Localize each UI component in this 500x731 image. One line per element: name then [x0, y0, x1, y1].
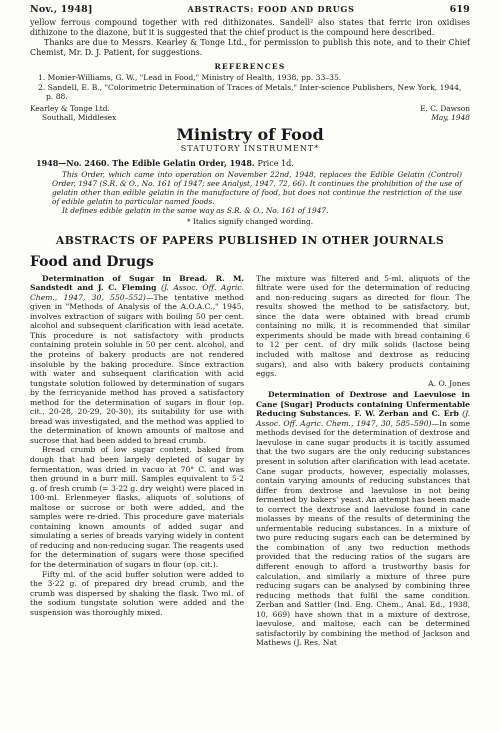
company-location: Southall, Middlesex [42, 113, 117, 123]
signature-block [30, 104, 470, 123]
abstract-1-paragraph-3: Fifty ml. of the acid buffer solution were added to the 3·22 g. of prepared dry bread crumb, and the crumb was dispersed by shaking the flask. Two ml. of the sodium tungstate solution were added and the suspension was thoroughly mixed. [30, 569, 244, 617]
header-date: Nov., 1948] [30, 4, 93, 15]
page-number: 619 [449, 4, 470, 15]
statutory-instrument-label: STATUTORY INSTRUMENT* [180, 143, 320, 153]
signature-right [420, 104, 470, 123]
abstract-2-paragraph [256, 390, 470, 648]
abstract-2-text: —In some methods devised for the determination of dextrose and laevulose in cane sugar products it is tacitly assumed that the two sugars are the only reducing substances present in solution after clarification with lead acetate. Cane sugar products, however, especially molasses, contain varying amounts of reducing substances that differ from dextrose and laevulose in not being fermented by bakers' yeast. An attempt has been made to correct the dextrose and laevulose found in cane molasses by means of the results of determining the unfermentable reducing substances. In a mixture of two pure reducing sugars each can be determined by the combination of any two reduction methods provided that the reducing ratios of the sugars are different enough to afford a trustworthy basis for calculation, and similarly a mixture of three pure reducing sugars can be analysed by combining three reducing methods that fulfil the same condition. Zerban and Sattler (Ind. Eng. Chem., Anal. Ed., 1938, 10, 669) have shown that in a mixture of dextrose, laevulose, and maltose, each can be determined satisfactorily by combining the method of Jackson and Mathews (J. Res. Nat [256, 418, 470, 648]
ministry-title: Ministry of Food [176, 124, 324, 144]
abstract-1-continuation: The mixture was filtered and 5-ml. aliquots of the filtrate were used for the determination of reducing and non-reducing sugars as directed for flour. The results showed the method to be satisfactory, but, since the data were obtained with bread crumb containing no milk, it is recommended that similar experiments should be made with bread containing 6 to 12 per cent. of dry milk solids (lactose being included with maltose and dextrose as reducing sugars), and also with bakery products containing eggs. [256, 273, 470, 379]
two-column-body [30, 274, 470, 648]
references-heading: REFERENCES [214, 62, 286, 71]
abstract-1-citation: (J. Assoc. Off. Agric. Chem., 1947, 30, 550–552) [30, 283, 244, 302]
order-definition: It defines edible gelatin in the same way as S.R. & O., No. 161 of 1947. [62, 206, 329, 216]
italics-note: * Italics signify changed wording. [186, 216, 314, 226]
abstract-1-title: Determination of Sugar in Bread. R. M. Sandstedt and J. C. Fleming [30, 273, 244, 293]
author-name: E. C. Dawson [420, 103, 470, 113]
order-heading [36, 158, 470, 168]
abstract-1-paragraph-1 [30, 274, 244, 446]
order-title: 1948—No. 2460. The Edible Gelatin Order, 1948. [36, 157, 255, 168]
intro-paragraph-1: yellow ferrous compound together with red dithizonates. Sandell² also states that ferric iron oxidises dithizone to the diazone, but it is suggested that the chief product is the compound here described. [30, 18, 470, 37]
order-price: Price 1d. [257, 158, 294, 168]
abstract-2-citation: (J. Assoc. Off. Agric. Chem., 1947, 30, 585–590) [256, 409, 470, 428]
reference-item-1: 1. Monier-Williams, G. W., "Lead in Food," Ministry of Health, 1938, pp. 33–35. [38, 73, 342, 82]
header-section: ABSTRACTS: FOOD AND DRUGS [187, 4, 355, 14]
section-heading: Food and Drugs [30, 253, 154, 270]
intro-paragraph-2: Thanks are due to Messrs. Kearley & Tonge Ltd., for permission to publish this note, and to their Chief Chemist, Mr. D. J. Patient, for suggestions. [30, 38, 470, 57]
right-column [256, 274, 470, 648]
reference-item-2: 2. Sandell, E. B., "Colorimetric Determination of Traces of Metals," Inter-science Publishers, New York, 1944, p. 88. [38, 82, 462, 102]
abstract-1-text-1: —The tentative method given in "Methods of Analysis of the A.O.A.C.," 1945, involves extraction of sugars with boiling 50 per cent. alcohol and subsequent clarification with lead acetate. This procedure is not satisfactory with products containing protein soluble in 50 per cent. alcohol, and the proteins of bakery products are not rendered insoluble by the baking procedure. Since extraction with water and subsequent clarification with acid tungstate solution followed by determination of sugars by the ferricyanide method has proved a satisfactory method for the determination of sugars in flour (op. cit., 20-28, 20-29, 20-30), its suitability for use with bread was investigated, and the method was applied to the determination of known amounts of maltose and sucrose that had been added to bread crumb. [30, 292, 244, 445]
author-date: May, 1948 [431, 113, 470, 123]
signature-left [30, 104, 116, 123]
left-column [30, 274, 244, 648]
abstract-1-paragraph-2: Bread crumb of low sugar content, baked from dough that had been largely depleted of sugar by fermentation, was dried in vacuo at 70° C. and was then ground in a burr mill. Samples equivalent to 5·2 g. of fresh crumb (= 3·22 g. dry weight) were placed in 100-ml. Erlenmeyer flasks, aliquots of solutions of maltose or sucrose or both were added, and the samples were re-dried. This procedure gave materials containing known amounts of added sugar and simulating a series of breads varying widely in content of reducing and non-reducing sugar. The reagents used for the determination of sugars were those specified for the determination of sugars in flour (op. cit.). [30, 445, 244, 570]
running-header [30, 4, 470, 18]
abstracts-heading: ABSTRACTS OF PAPERS PUBLISHED IN OTHER JOURNALS [55, 233, 445, 247]
order-description: This Order, which came into operation on November 22nd, 1948, replaces the Edible Gelatin (Control) Order, 1947 (S.R. & O., No. 161 of 1947; see Analyst, 1947, 72, 66). It continues the prohibition of the use of gelatin other than edible gelatin in the manufacture of food, but does not continue the restriction of the use of edible gelatin to particular named foods. [52, 169, 462, 207]
abstract-2-title: Determination of Dextrose and Laevulose in Cane [Sugar] Products containing Unfermentable Reducing Substances. F. W. Zerban and C. Erb [256, 390, 470, 419]
abstract-1-author: A. O. Jones [428, 378, 470, 388]
company-name: Kearley & Tonge Ltd. [30, 103, 110, 113]
